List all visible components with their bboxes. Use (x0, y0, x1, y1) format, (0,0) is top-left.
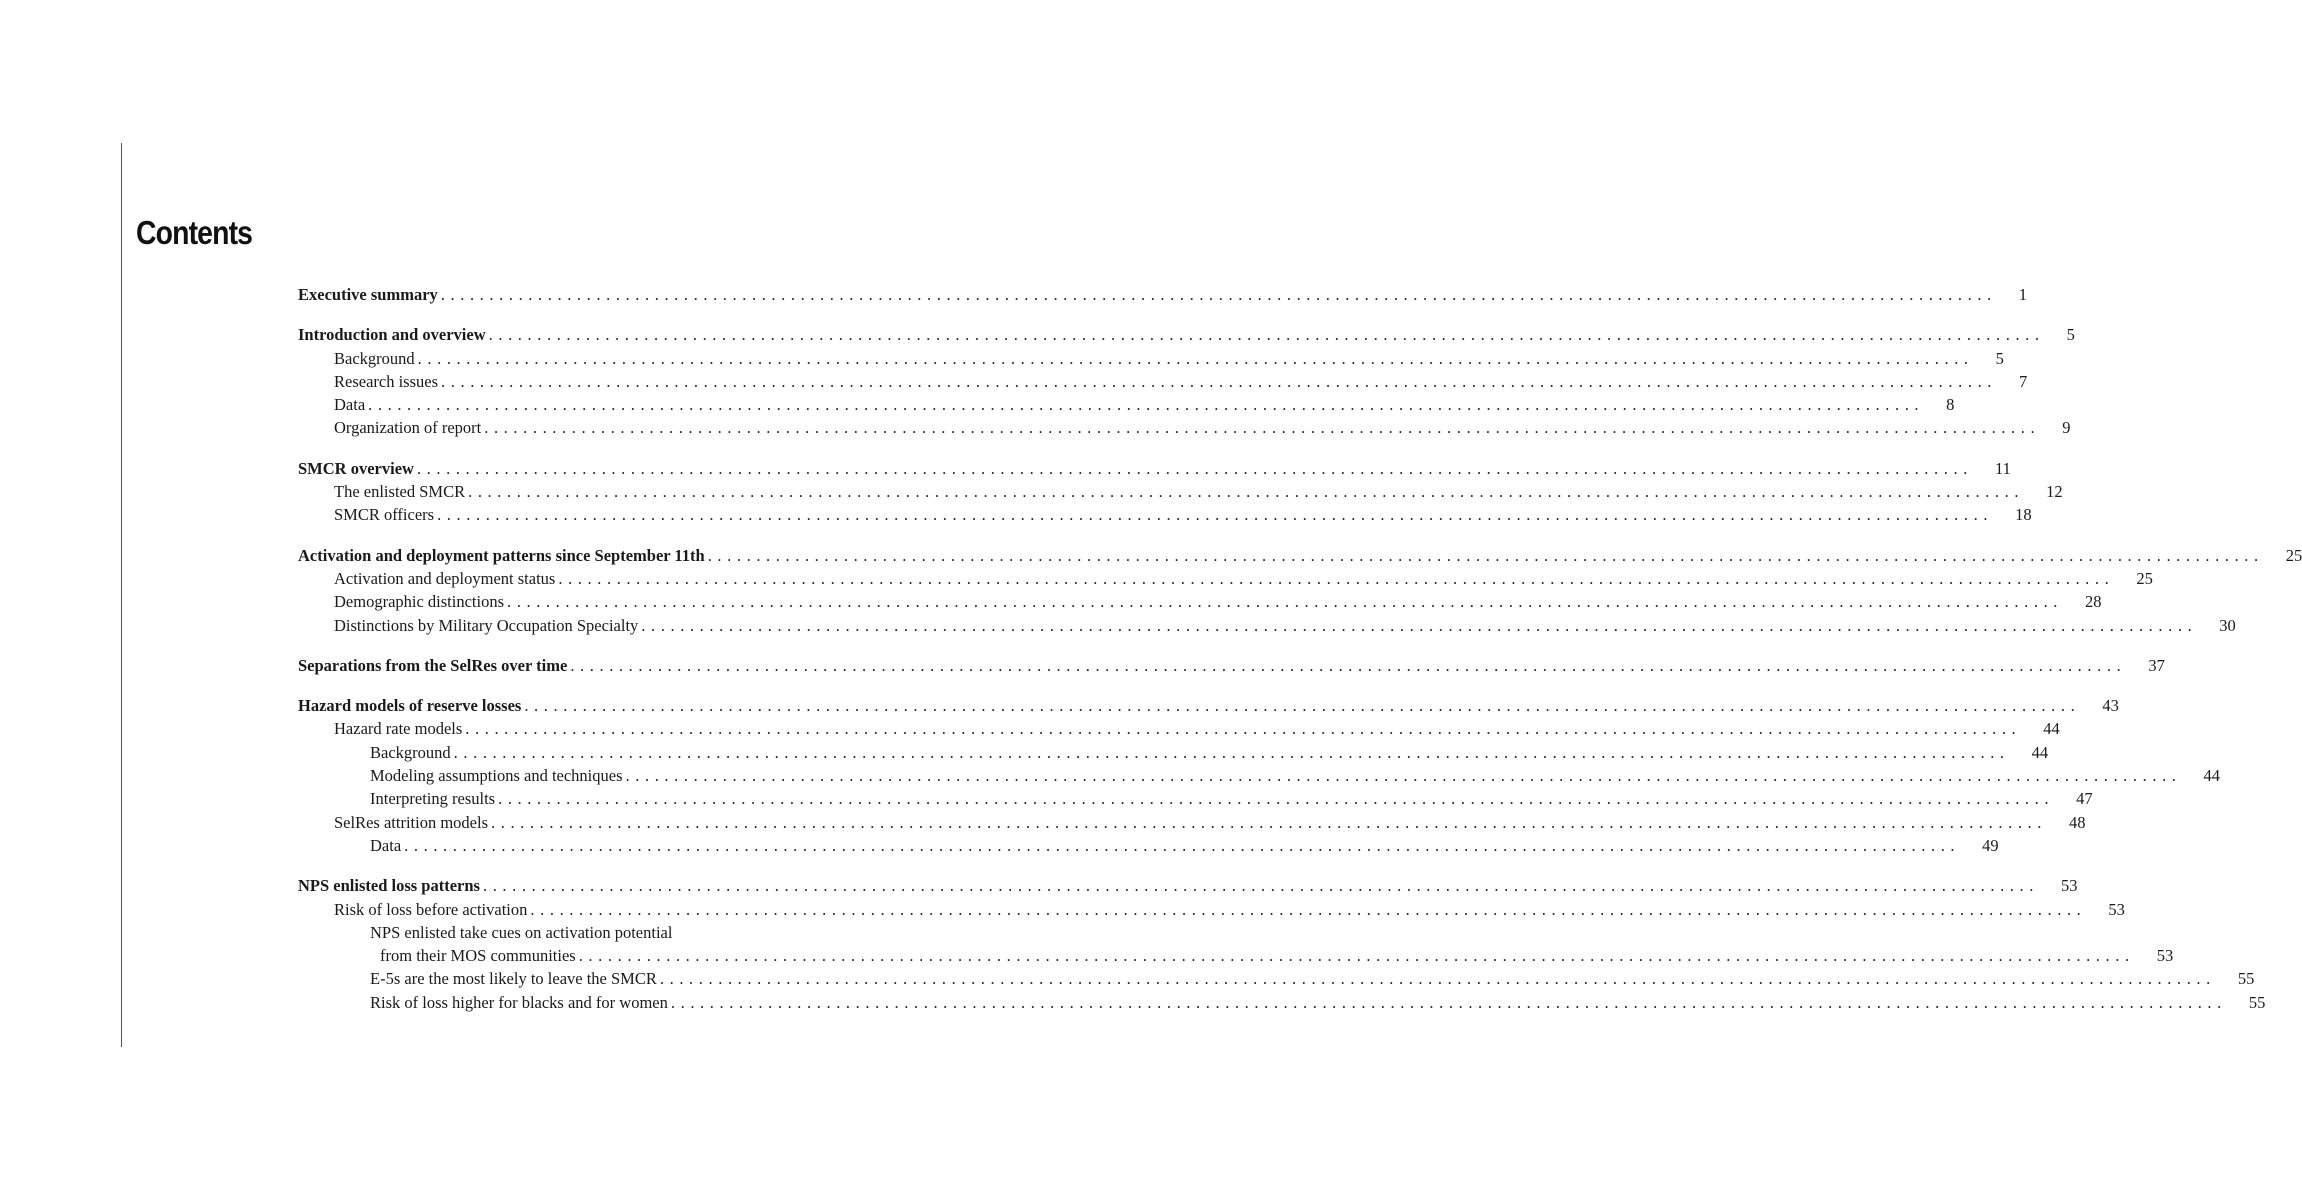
toc-entry-page-number: 7 (2019, 371, 2028, 391)
toc-entry[interactable] (298, 944, 2174, 967)
toc-entry-page-number: 5 (1995, 348, 2004, 368)
toc-entry-label: SelRes attrition models (334, 812, 488, 832)
toc-entry[interactable] (298, 323, 2075, 346)
toc-entry-page-number: 11 (1994, 458, 2011, 478)
toc-entry[interactable] (298, 567, 2153, 590)
toc-entry[interactable] (298, 503, 2032, 526)
dot-leader: ................................................................................................................................................................ (670, 992, 2227, 1012)
toc-entry-page-number: 55 (2248, 992, 2266, 1012)
toc-entry-label: Interpreting results (370, 789, 496, 809)
toc-entry[interactable] (298, 457, 2011, 480)
toc-entry-page-number: 25 (2136, 568, 2153, 588)
toc-entry[interactable] (298, 654, 2165, 677)
dot-leader: ................................................................................................................................................................ (524, 696, 2081, 716)
toc-entry-label: E-5s are the most likely to leave the SMCR (370, 969, 657, 989)
toc-entry[interactable] (298, 614, 2236, 637)
toc-entry-label: SMCR officers (334, 505, 435, 525)
toc-entry-page-number: 44 (2031, 742, 2049, 762)
toc-entry-page-number: 43 (2102, 696, 2119, 716)
dot-leader: ................................................................................................................................................................ (707, 545, 2264, 565)
toc-entry-label: Risk of loss before activation (334, 899, 528, 919)
toc-entry-page-number: 48 (2069, 812, 2086, 832)
dot-leader: ................................................................................................................................................................ (570, 655, 2127, 675)
dot-leader: ................................................................................................................................................................ (441, 371, 1998, 391)
dot-leader: ................................................................................................................................................................ (498, 789, 2055, 809)
toc-entry-page-number: 44 (2043, 719, 2060, 739)
dot-leader: ................................................................................................................................................................ (440, 285, 1997, 304)
margin-rule (121, 143, 122, 1047)
toc-entry-label: Activation and deployment patterns since September 11th (298, 545, 705, 565)
toc-entry[interactable] (298, 393, 1955, 416)
toc-entry-label: Executive summary (298, 285, 438, 304)
dot-leader: ................................................................................................................................................................ (558, 568, 2115, 588)
toc-entry-page-number: 44 (2203, 766, 2221, 786)
toc-entry-label: Modeling assumptions and techniques (370, 766, 623, 786)
toc-entry-label: Hazard models of reserve losses (298, 696, 522, 716)
toc-entry-page-number: 53 (2108, 899, 2125, 919)
toc-entry[interactable] (298, 874, 2078, 897)
dot-leader: ................................................................................................................................................................ (507, 592, 2064, 612)
dot-leader: ................................................................................................................................................................ (404, 835, 1961, 855)
dot-leader: ................................................................................................................................................................ (625, 766, 2182, 786)
toc-entry-page-number: 37 (2148, 655, 2165, 675)
toc-entry[interactable] (298, 283, 2028, 306)
toc-entry-label: NPS enlisted loss patterns (298, 876, 480, 896)
toc-entry-label: Demographic distinctions (334, 592, 505, 612)
toc-entry-label: Background (334, 348, 415, 368)
toc-entry-page-number: 53 (2156, 946, 2174, 966)
dot-leader: ................................................................................................................................................................ (468, 482, 2025, 502)
dot-leader: ................................................................................................................................................................ (488, 325, 2045, 345)
toc-entry-label: Organization of report (334, 418, 482, 438)
dot-leader: ................................................................................................................................................................ (482, 876, 2039, 896)
dot-leader: ................................................................................................................................................................ (417, 348, 1974, 368)
toc-entry-label: The enlisted SMCR (334, 482, 466, 502)
toc-entry-page-number: 49 (1982, 835, 1999, 855)
toc-entry-label: Data (370, 835, 402, 855)
dot-leader: ................................................................................................................................................................ (453, 742, 2010, 762)
toc-entry-label: Background (370, 742, 451, 762)
toc-entry-label: SMCR overview (298, 458, 414, 478)
toc-entry-page-number: 9 (2062, 418, 2071, 438)
toc-entry-page-number: 8 (1946, 395, 1955, 415)
toc-entry[interactable] (298, 787, 2093, 810)
toc-entry[interactable] (298, 898, 2125, 921)
toc-entry[interactable] (298, 416, 2071, 439)
toc-entry-page-number: 12 (2046, 482, 2063, 502)
toc-entry[interactable] (298, 991, 2266, 1014)
toc-entry-page-number: 28 (2085, 592, 2102, 612)
toc-entry[interactable] (298, 764, 2221, 787)
toc-entry[interactable] (298, 811, 2086, 834)
dot-leader: ................................................................................................................................................................ (578, 946, 2135, 966)
toc-entry[interactable] (298, 717, 2060, 740)
toc-entry-page-number: 25 (2285, 545, 2302, 565)
toc-entry-page-number: 30 (2219, 615, 2236, 635)
toc-entry[interactable] (298, 834, 1999, 857)
toc-entry[interactable] (298, 590, 2102, 613)
dot-leader: ................................................................................................................................................................ (484, 418, 2041, 438)
toc-entry-page-number: 18 (2015, 505, 2032, 525)
toc-entry-label: Research issues (334, 371, 439, 391)
toc-entry-label: Hazard rate models (334, 719, 463, 739)
toc-entry-page-number: 47 (2076, 789, 2093, 809)
toc-entry[interactable] (298, 544, 2302, 567)
toc-entry-label: Activation and deployment status (334, 568, 556, 588)
dot-leader: ................................................................................................................................................................ (641, 615, 2198, 635)
dot-leader: ................................................................................................................................................................ (416, 458, 1973, 478)
dot-leader: ................................................................................................................................................................ (491, 812, 2047, 832)
page-title: Contents (136, 214, 253, 251)
toc-entry-label: Data (334, 395, 366, 415)
toc-entry-page-number: 53 (2060, 876, 2078, 896)
dot-leader: ................................................................................................................................................................ (530, 899, 2087, 919)
dot-leader: ................................................................................................................................................................ (437, 505, 1994, 525)
dot-leader: ................................................................................................................................................................ (659, 969, 2216, 989)
toc-entry[interactable] (298, 694, 2119, 717)
toc-entry-page-number: 5 (2066, 325, 2075, 345)
toc-entry[interactable] (298, 741, 2049, 764)
toc-entry[interactable] (298, 370, 2028, 393)
toc-entry-label: from their MOS communities (380, 946, 576, 966)
toc-entry-page-number: 1 (2018, 285, 2028, 304)
toc-entry[interactable] (298, 347, 2004, 370)
toc-entry-label: NPS enlisted take cues on activation potential (370, 922, 673, 942)
toc-entry[interactable] (298, 480, 2063, 503)
toc-entry-page-number: 55 (2237, 969, 2255, 989)
toc-entry-label: Distinctions by Military Occupation Specialty (334, 615, 639, 635)
toc-entry[interactable] (298, 921, 812, 944)
toc-entry-label: Separations from the SelRes over time (298, 655, 568, 675)
dot-leader: ................................................................................................................................................................ (368, 395, 1925, 415)
dot-leader: ................................................................................................................................................................ (465, 719, 2022, 739)
toc-entry[interactable] (298, 967, 2255, 990)
table-of-contents (298, 283, 2302, 1014)
toc-entry-label: Risk of loss higher for blacks and for women (370, 992, 668, 1012)
toc-entry-label: Introduction and overview (298, 325, 486, 345)
